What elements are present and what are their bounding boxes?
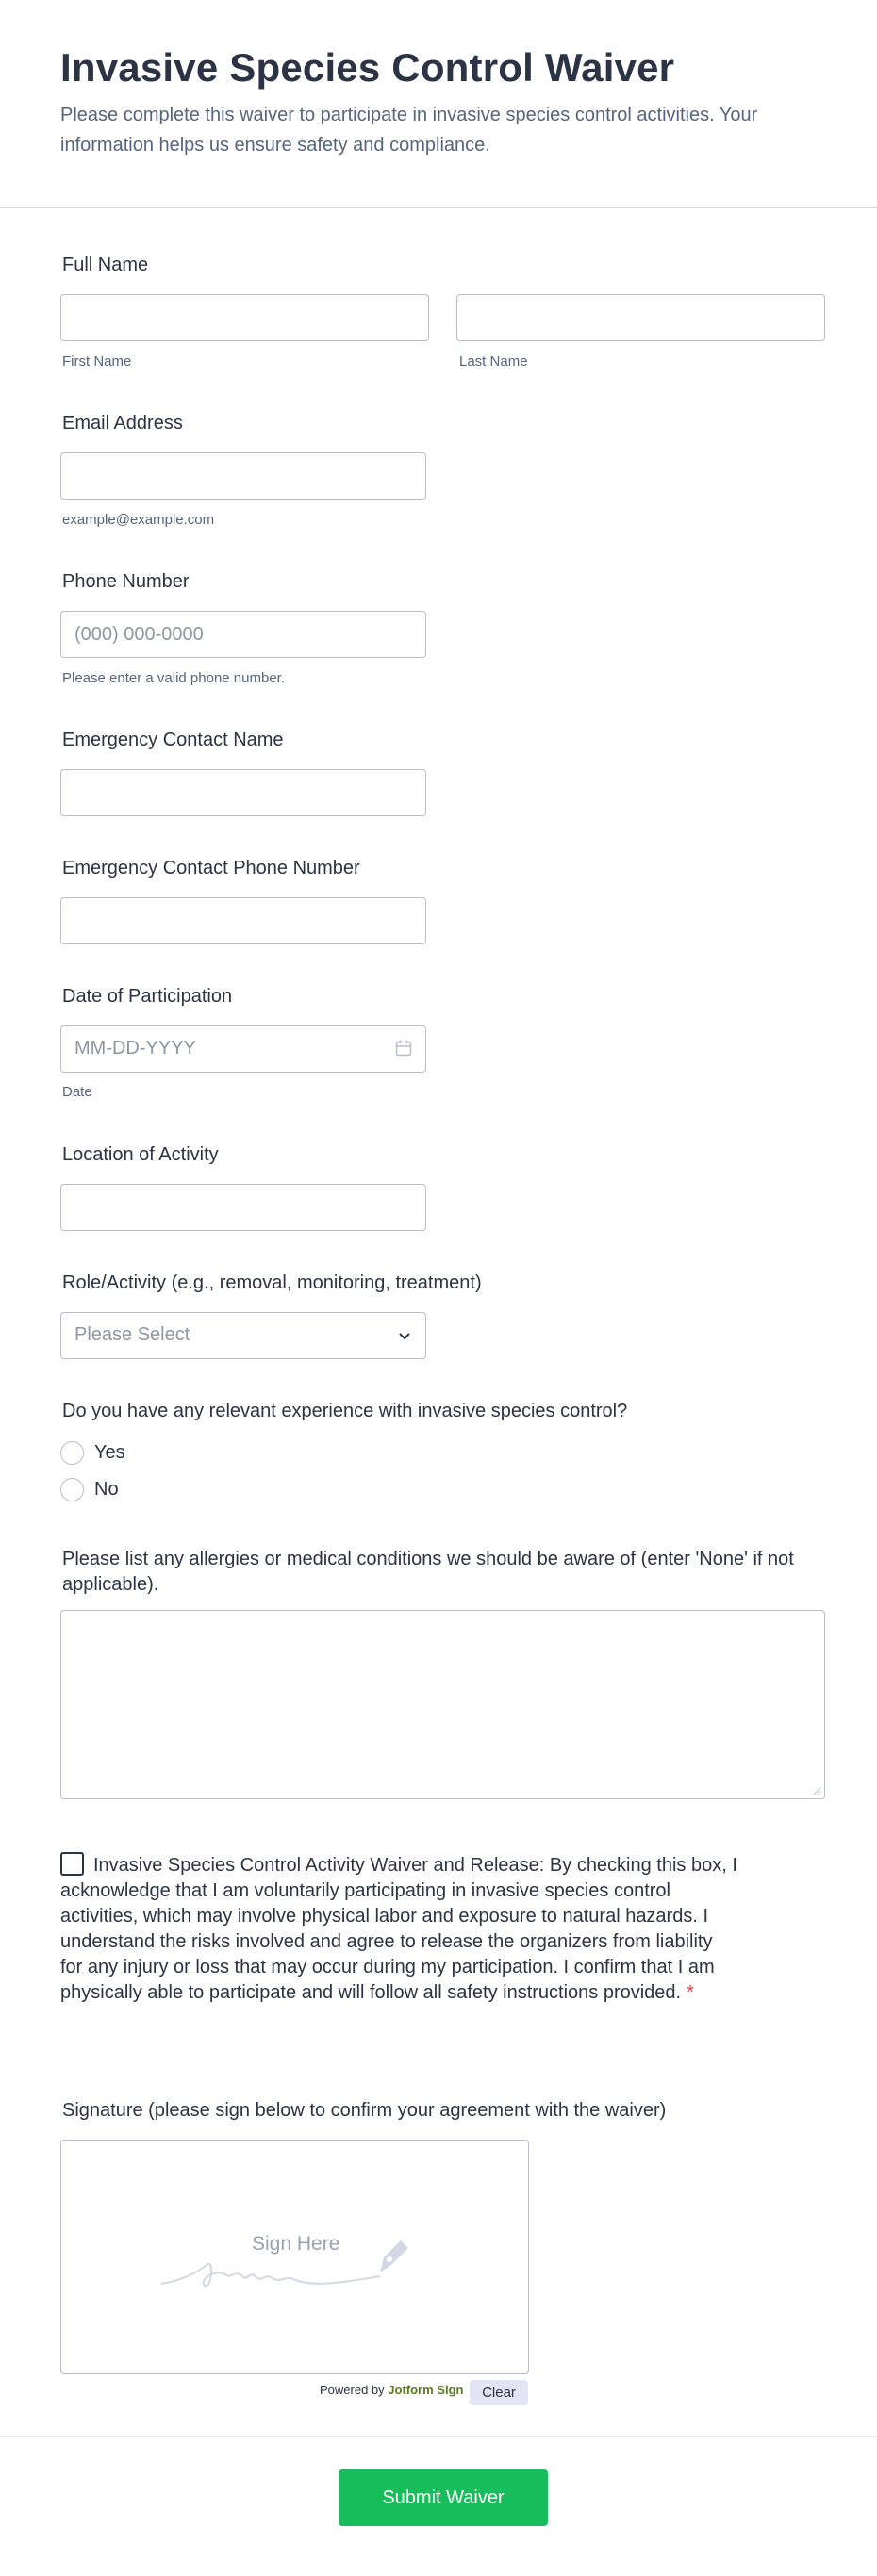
radio-label: Yes: [94, 1441, 125, 1463]
role-label: Role/Activity (e.g., removal, monitoring, treatment): [62, 1272, 482, 1293]
last-name-sublabel: Last Name: [459, 353, 528, 369]
radio-button[interactable]: [60, 1478, 84, 1501]
role-selected-value: Please Select: [74, 1324, 190, 1345]
date-sublabel: Date: [62, 1084, 92, 1100]
full-name-label: Full Name: [62, 254, 149, 275]
date-label: Date of Participation: [62, 986, 233, 1007]
page-title: Invasive Species Control Waiver: [60, 45, 675, 90]
date-input[interactable]: [60, 1025, 426, 1073]
radio-button[interactable]: [60, 1441, 84, 1465]
email-sublabel: example@example.com: [62, 512, 215, 528]
required-marker: *: [687, 1982, 694, 2003]
chevron-down-icon: [398, 1332, 411, 1341]
radio-label: No: [94, 1478, 119, 1500]
signature-pad[interactable]: [60, 2140, 529, 2374]
email-input[interactable]: [60, 452, 426, 500]
calendar-icon[interactable]: [395, 1039, 412, 1058]
location-label: Location of Activity: [62, 1144, 219, 1165]
jotform-sign-brand: Jotform Sign: [388, 2383, 464, 2397]
first-name-sublabel: First Name: [62, 353, 132, 369]
email-label: Email Address: [62, 413, 183, 434]
clear-signature-button[interactable]: Clear: [470, 2380, 528, 2405]
radio-option-yes[interactable]: [60, 1438, 125, 1467]
role-select[interactable]: [60, 1312, 426, 1359]
location-input[interactable]: [60, 1184, 426, 1231]
footer-divider: [0, 2436, 877, 2437]
form-header: [0, 0, 877, 208]
consent-checkbox[interactable]: [60, 1852, 84, 1876]
emergency-phone-label: Emergency Contact Phone Number: [62, 858, 360, 878]
emergency-name-input[interactable]: [60, 769, 426, 816]
phone-input[interactable]: [60, 611, 426, 658]
resize-handle-icon[interactable]: [812, 1786, 821, 1796]
waiver-consent: [60, 1852, 739, 2006]
emergency-phone-input[interactable]: [60, 897, 426, 944]
emergency-name-label: Emergency Contact Name: [62, 730, 284, 750]
radio-option-no[interactable]: [60, 1475, 119, 1503]
signature-label: Signature (please sign below to confirm your agreement with the waiver): [62, 2100, 667, 2121]
date-placeholder: MM-DD-YYYY: [74, 1038, 196, 1058]
powered-by: [320, 2383, 463, 2397]
allergies-label: Please list any allergies or medical conditions we should be aware of (enter 'None' if not applicable).: [62, 1549, 794, 1595]
phone-label: Phone Number: [62, 571, 190, 592]
submit-button[interactable]: Submit Waiver: [339, 2469, 548, 2526]
consent-text: Invasive Species Control Activity Waiver and Release: By checking this box, I acknowledge that I am voluntarily participating in invasive species control activities, which may involve physical labor and exposure to natural hazards. I understand the risks involved and agree to release the organizers from liability for any injury or loss that may occur during my participation. I confirm that I am physically able to participate and will follow all safety instructions provided.: [60, 1855, 737, 2003]
last-name-input[interactable]: [456, 294, 825, 341]
powered-prefix: Powered by: [320, 2383, 385, 2397]
signature-placeholder: Sign Here: [252, 2233, 340, 2255]
phone-sublabel: Please enter a valid phone number.: [62, 670, 285, 686]
page-description: Please complete this waiver to participate in invasive species control activities. Your information helps us ensure safety and compliance.: [60, 105, 758, 156]
allergies-textarea[interactable]: [60, 1610, 825, 1799]
experience-label: Do you have any relevant experience with invasive species control?: [62, 1401, 628, 1421]
first-name-input[interactable]: [60, 294, 429, 341]
